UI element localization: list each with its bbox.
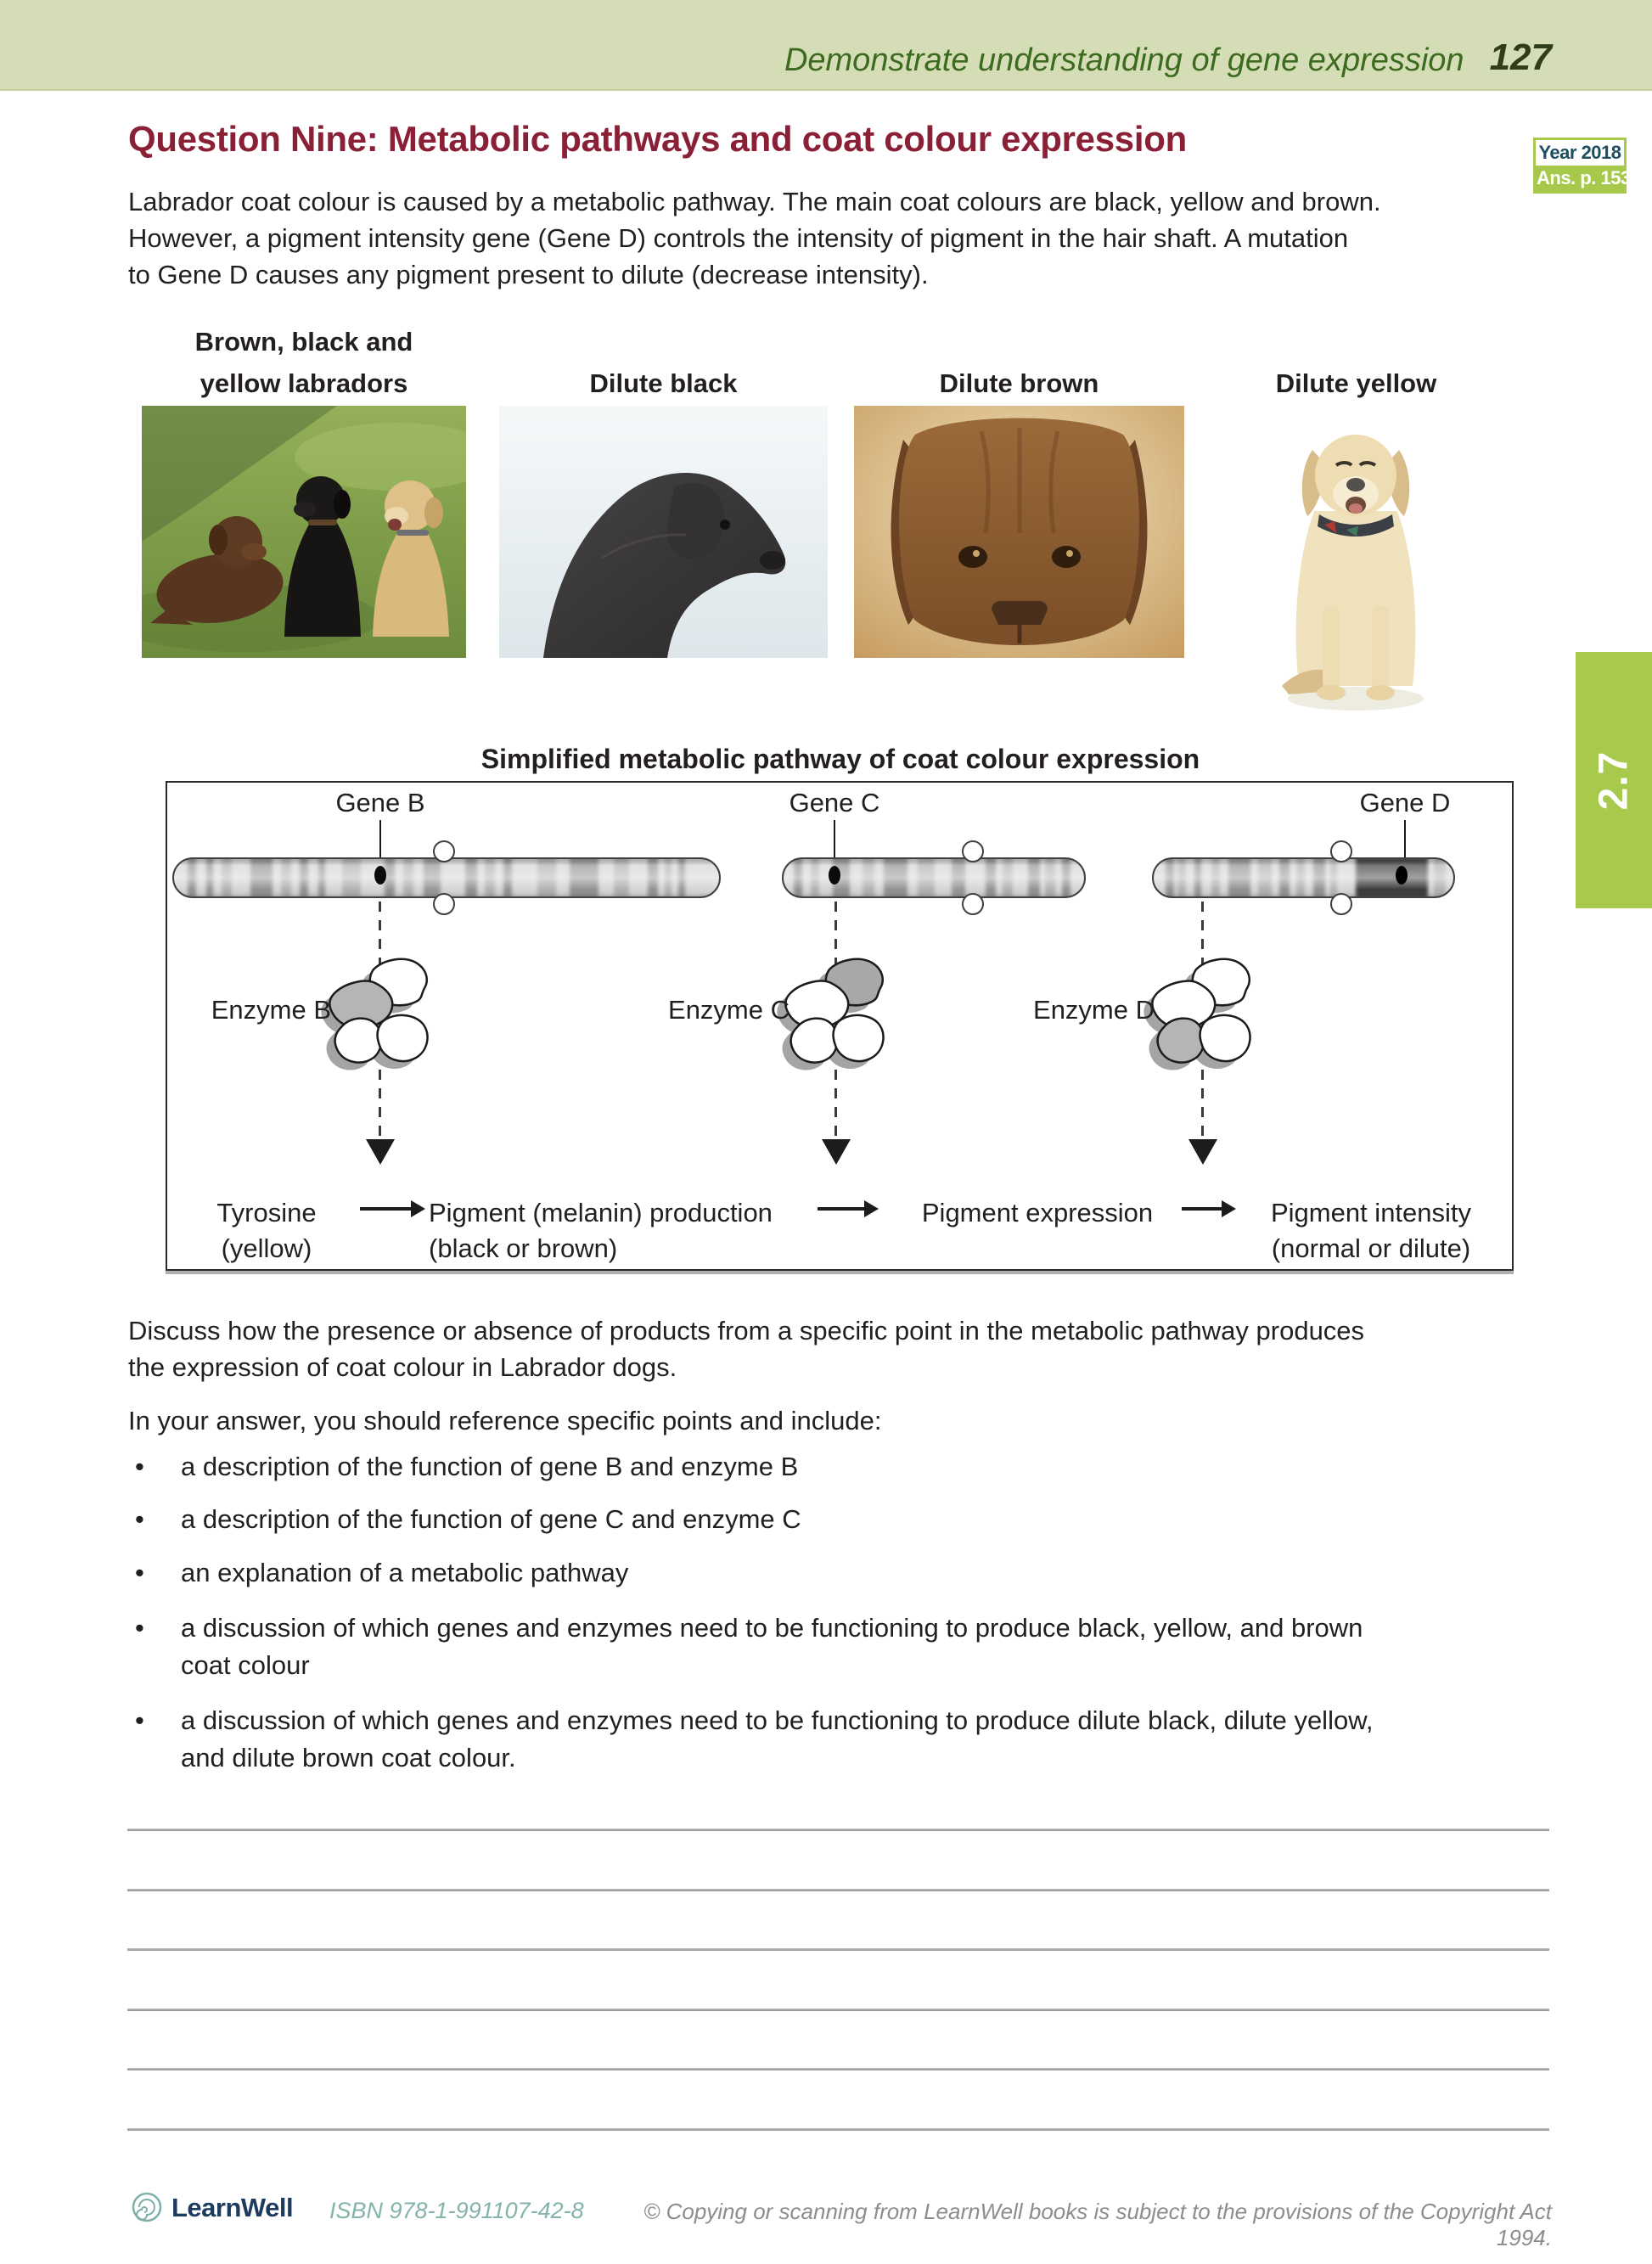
enzyme-b-icon: [319, 956, 438, 1070]
brand-name: LearnWell: [171, 2193, 294, 2222]
answer-line: [127, 1889, 1549, 1891]
chromosome-d: [1152, 857, 1455, 898]
labradors-image: [142, 406, 466, 658]
question-intro: [128, 183, 1381, 293]
step-pigment-production: Pigment (melanin) production (black or brown): [429, 1198, 773, 1263]
bullet-marker: •: [135, 1613, 144, 1643]
answer-line: [127, 1948, 1549, 1951]
gene-b-locus-dot: [374, 866, 386, 885]
gene-c-locus-dot: [829, 866, 840, 885]
down-arrowhead-d: [1188, 1139, 1217, 1165]
bullet-marker: •: [135, 1558, 144, 1587]
down-arrowhead-c: [822, 1139, 851, 1165]
discuss-prompt: Discuss how the presence or absence of products from a specific point in the metabolic pathway produces the expression of coat colour in Labrador dogs.: [128, 1316, 1365, 1382]
question-title: Question Nine: Metabolic pathways and coat colour expression: [128, 119, 1187, 159]
answer-line: [127, 2128, 1549, 2131]
bullet-item: • a description of the function of gene C and enzyme C: [135, 1501, 801, 1538]
enzyme-c-icon: [775, 956, 894, 1070]
photo-dilute-yellow: [1265, 406, 1447, 724]
page-header: [0, 0, 1652, 91]
intro-line: to Gene D causes any pigment present to dilute (decrease intensity).: [128, 260, 929, 289]
learnwell-logo-icon: [130, 2190, 164, 2224]
enzyme-c-label: Enzyme C: [668, 995, 789, 1025]
photo-caption-dilute-brown: Dilute brown: [939, 368, 1099, 398]
include-intro: In your answer, you should reference specific points and include:: [128, 1406, 882, 1435]
enzyme-b-label: Enzyme B: [211, 995, 331, 1025]
chapter-title: Demonstrate understanding of gene expression: [784, 42, 1464, 78]
diagram-title: Simplified metabolic pathway of coat colour expression: [480, 744, 1200, 774]
step-tyrosine: Tyrosine (yellow): [216, 1198, 317, 1263]
photo-caption-dilute-black: Dilute black: [589, 368, 738, 398]
photo-labradors: [142, 406, 466, 658]
section-tab: [1576, 652, 1652, 908]
bullet-marker: •: [135, 1705, 144, 1735]
right-arrow-icon: [1182, 1200, 1236, 1217]
right-arrow-icon: [360, 1200, 425, 1217]
dilute-brown-face: [891, 419, 1148, 646]
answer-line: [127, 1829, 1549, 1831]
photo-caption-dilute-yellow: Dilute yellow: [1275, 368, 1437, 398]
copyright-text: © Copying or scanning from LearnWell books is subject to the provisions of the Copyright Act 1994.: [643, 2199, 1552, 2250]
gene-c-label: Gene C: [789, 788, 880, 817]
chromosome-b: [172, 857, 721, 898]
chromosome-c: [782, 857, 1086, 898]
intro-line: However, a pigment intensity gene (Gene D) controls the intensity of pigment in the hair shaft. A mutation: [128, 223, 1349, 253]
answer-line: [127, 2068, 1549, 2070]
bullet-item: • a description of the function of gene B and enzyme B: [135, 1448, 798, 1486]
photo-dilute-brown: [854, 406, 1184, 658]
down-arrowhead-b: [366, 1139, 395, 1165]
step-pigment-expression: Pigment expression: [921, 1198, 1154, 1228]
year-label: Year 2018: [1536, 140, 1624, 166]
photo-dilute-black: [499, 406, 828, 658]
bullet-item: • a discussion of which genes and enzymes need to be functioning to produce dilute black, dilute yellow, and dilute brown coat colour.: [135, 1702, 1374, 1777]
photo-caption-labradors: Brown, black and yellow labradors: [194, 327, 413, 398]
dilute-yellow-dog: [1282, 435, 1424, 711]
right-arrow-icon: [818, 1200, 879, 1217]
answer-line: [127, 2008, 1549, 2011]
dilute-yellow-image: [1265, 406, 1447, 724]
bullet-marker: •: [135, 1452, 144, 1481]
bullet-item: • an explanation of a metabolic pathway: [135, 1554, 628, 1592]
answer-page-label: Ans. p. 153: [1536, 166, 1624, 191]
gene-d-label: Gene D: [1359, 788, 1451, 817]
gene-d-locus-dot: [1396, 866, 1408, 885]
enzyme-d-icon: [1142, 956, 1261, 1070]
enzyme-d-label: Enzyme D: [1033, 995, 1155, 1025]
intro-line: Labrador coat colour is caused by a metabolic pathway. The main coat colours are black, yellow and brown.: [128, 187, 1381, 216]
isbn-text: ISBN 978-1-991107-42-8: [329, 2198, 584, 2223]
bullet-item: • a discussion of which genes and enzymes need to be functioning to produce black, yellow, and brown coat colour: [135, 1610, 1363, 1684]
dilute-black-image: [499, 406, 828, 658]
year-answer-badge: [1533, 138, 1631, 194]
bullet-marker: •: [135, 1504, 144, 1534]
step-pigment-intensity: Pigment intensity (normal or dilute): [1270, 1198, 1472, 1263]
section-tab-label: 2.7: [1591, 750, 1637, 810]
gene-b-label: Gene B: [335, 788, 425, 817]
page-number: 127: [1489, 37, 1552, 78]
dilute-brown-image: [854, 406, 1184, 658]
